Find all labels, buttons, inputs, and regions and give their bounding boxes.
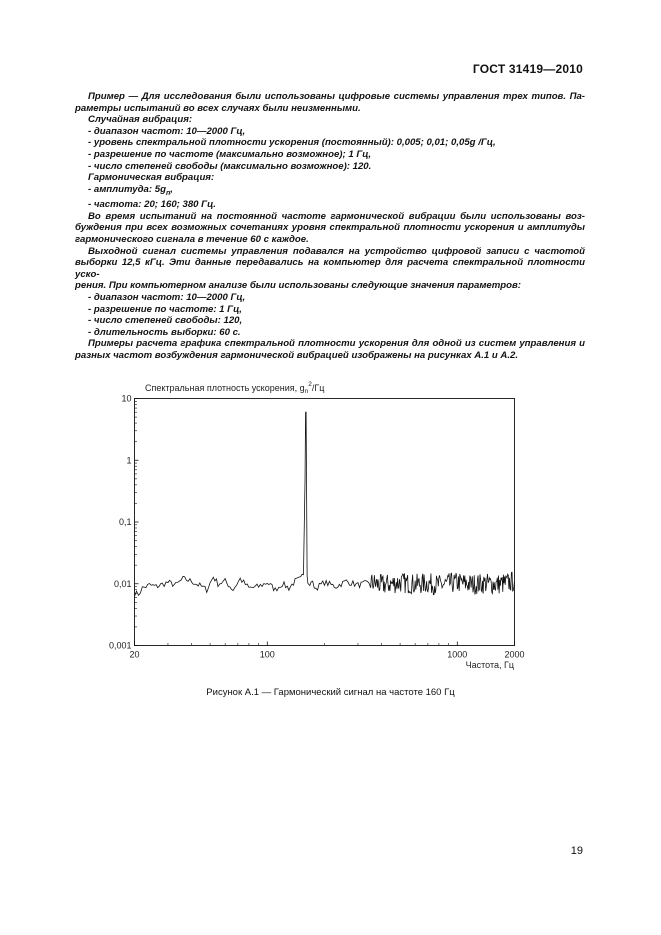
paragraph-output-line3: рения. При компьютерном анализе были использованы следующие значения параметров: [75, 280, 522, 292]
amplitude-subscript: n [165, 189, 171, 197]
paragraph-output-line2: выборки 12,5 кГц. Эти данные передавались на компьютер для расчета спектральной плотности ускo- [75, 257, 585, 280]
psd-chart [0, 372, 661, 677]
x-tick-label: 100 [259, 649, 275, 660]
amplitude-text: - амплитуда: 5g [88, 183, 166, 195]
list-item-amplitude [75, 184, 585, 200]
harmonic-vibration-title: Гармоническая вибрация: [88, 172, 215, 184]
paragraph-example-line1: Пример — Для исследования были использованы цифровые системы управления трех типов. Па- [88, 91, 585, 102]
y-tick-label: 10 [121, 393, 132, 404]
paragraph-example-line2: раметры испытаний во всех случаях были неизменными. [75, 102, 361, 114]
paragraph-examples-line2: разных частот возбуждения гармонической вибрацией изображены на рисунках А.1 и А.2. [75, 349, 519, 361]
amplitude-suffix: , [170, 183, 173, 195]
chart-series-psd [135, 412, 515, 596]
paragraph-tests-line1: Во время испытаний на постоянной частоте гармонической вибрации были использованы воз- [88, 210, 585, 222]
list-item: - разрешение по частоте (максимально возможное); 1 Гц, [88, 148, 372, 160]
figure-caption: Рисунок А.1 — Гармонический сигнал на частоте 160 Гц [206, 687, 455, 698]
list-item: - разрешение по частоте: 1 Гц, [88, 303, 242, 315]
x-tick-label: 2000 [504, 649, 525, 660]
chart-x-axis-label: Частота, Гц [465, 660, 514, 670]
y-tick-label: 0,001 [108, 640, 132, 651]
paragraph-output-line1: Выходной сигнал системы управления подавался на устройство цифровой записи с частотой [88, 245, 585, 257]
list-item: - диапазон частот: 10—2000 Гц, [88, 292, 246, 303]
chart-plot-frame [135, 399, 515, 646]
document-header: ГОСТ 31419—2010 [472, 62, 583, 76]
paragraph-examples-line1: Примеры расчета графика спектральной плотности ускорения для одной из систем управления и [88, 338, 585, 350]
body-text [75, 91, 585, 362]
y-tick-label: 0,1 [118, 517, 132, 527]
paragraph-tests-line2: буждения при всех возможных сочетаниях уровня спектральной плотности ускорения и амплитуды [75, 222, 585, 234]
list-item: - число степеней свободы: 120, [88, 315, 243, 327]
list-item: - частота: 20; 160; 380 Гц. [88, 199, 216, 211]
list-item: - длительность выборки: 60 с. [88, 326, 241, 338]
list-item: - диапазон частот: 10—2000 Гц, [88, 125, 246, 137]
x-tick-label: 20 [129, 649, 140, 660]
paragraph-tests-line3: гармонического сигнала в течение 60 с каждое. [75, 234, 309, 246]
page-number: 19 [570, 845, 583, 857]
y-tick-label: 0,01 [113, 578, 132, 589]
chart-x-ticks [129, 642, 524, 660]
random-vibration-title: Случайная вибрация: [88, 114, 193, 126]
x-tick-label: 1000 [447, 649, 468, 660]
chart-y-axis-label: Спектральная плотность ускорения, $g_n^2/Гц$ [145, 381, 325, 395]
list-item: - уровень спектральной плотности ускорения (постоянный): 0,005; 0,01; 0,05g /Гц, [88, 137, 496, 149]
y-tick-label: 1 [126, 455, 132, 466]
list-item: - число степеней свободы (максимально возможное): 120. [88, 160, 372, 172]
